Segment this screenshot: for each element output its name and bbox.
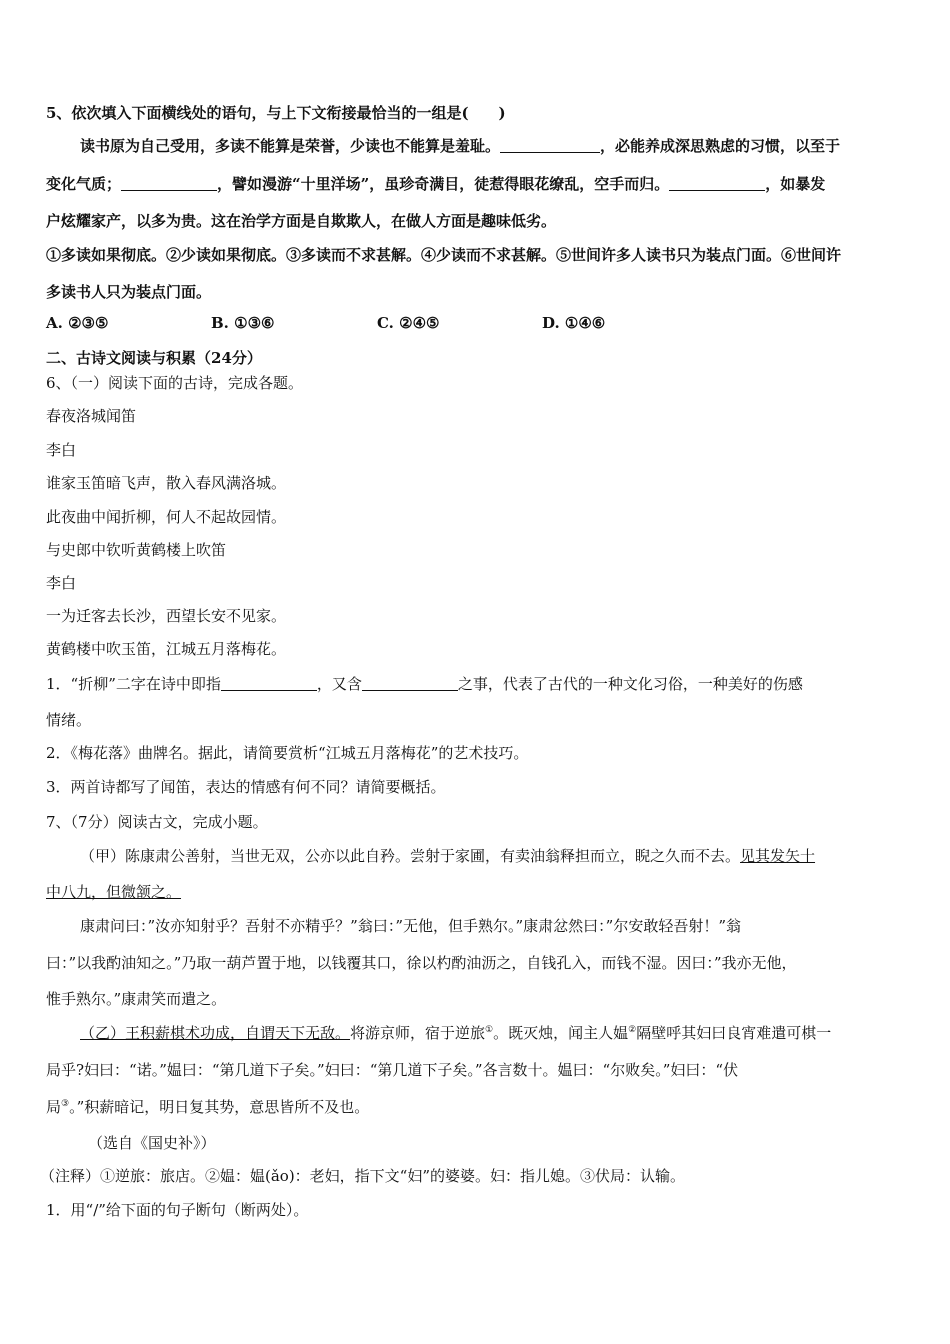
yi-line-1: [80, 1023, 906, 1043]
q6-sub1-cont: 情绪。: [46, 711, 92, 729]
jia-line-1: [80, 846, 906, 866]
jia-line-4: 曰：”以我酌油知之。”乃取一葫芦置于地，以钱覆其口，徐以杓酌油沥之，自钱孔入，而钱不湿。因曰：”我亦无他，: [46, 954, 797, 972]
jia-line-5: 惟手熟尔。”康肃笑而遣之。: [46, 990, 227, 1008]
yi-line-3: [46, 1097, 906, 1117]
blank-2[interactable]: [121, 174, 217, 191]
poem1-line-2: 此夜曲中闻折柳，何人不起故园情。: [46, 508, 287, 526]
yi-line-2: 局乎?妇曰：“诺。”媪曰：“第几道下子矣。”妇曰：“第几道下子矣。”各言数十。媪曰：“尔败矣。”妇曰：“伏: [46, 1061, 739, 1079]
poem2-author: 李白: [46, 574, 77, 592]
poem1-author: 李白: [46, 441, 77, 459]
yi-text: 将游京师，宿于逆旅: [350, 1024, 486, 1042]
jia-underlined: 见其发矢十: [740, 847, 816, 865]
q5-paragraph-line-2: [46, 174, 906, 194]
poem2-line-1: 一为迁客去长沙，西望长安不见家。: [46, 607, 287, 625]
note-mark-3: ③: [61, 1099, 70, 1109]
q5-text: 变化气质；: [46, 175, 122, 193]
q6-sub1-text: 1．“折柳”二字在诗中即指: [46, 675, 221, 693]
q6-sub1-text: 之事，代表了古代的一种文化习俗，一种美好的伤感: [457, 675, 803, 693]
q6-sub1-text: ，又含: [316, 675, 362, 693]
poem2-line-2: 黄鹤楼中吹玉笛，江城五月落梅花。: [46, 640, 287, 658]
q6-stem: 6、（一）阅读下面的古诗，完成各题。: [46, 374, 304, 392]
q5-text: ，譬如漫游“十里洋场”，虽珍奇满目，徒惹得眼花缭乱，空手而归。: [217, 175, 670, 193]
poem2-title: 与史郎中钦听黄鹤楼上吹笛: [46, 541, 227, 559]
jia-line-3: 康肃问曰：”汝亦知射乎？吾射不亦精乎？”翁曰：”无他，但手熟尔。”康肃忿然曰：”尔安敢轻吾射！”翁: [80, 917, 742, 935]
option-b[interactable]: B. ①③⑥: [211, 314, 275, 332]
q5-paragraph-line-1: [80, 136, 906, 156]
note-mark-2: ②: [628, 1025, 637, 1035]
q6-sub3: 3．两首诗都写了闻笛，表达的情感有何不同？请简要概括。: [46, 778, 446, 796]
q7-sub1: 1．用“/”给下面的句子断句（断两处）。: [46, 1201, 309, 1219]
yi-text: 局: [46, 1098, 62, 1116]
option-c[interactable]: C. ②④⑤: [377, 314, 440, 332]
q5-stem: 5、依次填入下面横线处的语句，与上下文衔接最恰当的一组是( ): [46, 104, 506, 122]
yi-text: 。”积薪暗记，明日复其势，意思皆所不及也。: [69, 1098, 370, 1116]
q5-text: ，如暴发: [765, 175, 826, 193]
section-heading: 二、古诗文阅读与积累（24分）: [46, 349, 262, 367]
yi-text: 。既灭烛，闻主人媪: [493, 1024, 629, 1042]
q5-choices-line-1: ①多读如果彻底。②少读如果彻底。③多读而不求甚解。④少读而不求甚解。⑤世间许多人读书只为装点门面。⑥世间许: [46, 246, 842, 264]
jia-line-2: [46, 882, 906, 902]
q5-choices-line-2: 多读书人只为装点门面。: [46, 283, 212, 301]
blank-1[interactable]: [500, 136, 600, 153]
q5-text: 读书原为自己受用，多读不能算是荣誉，少读也不能算是羞耻。: [80, 137, 501, 155]
q5-text: ，必能养成深思熟虑的习惯，以至于: [600, 137, 841, 155]
q7-stem: 7、（7分）阅读古文，完成小题。: [46, 813, 268, 831]
yi-underlined: （乙）王积薪棋术功成，自谓天下无敌。: [80, 1024, 351, 1042]
jia-text: （甲）陈康肃公善射，当世无双，公亦以此自矜。尝射于家圃，有卖油翁释担而立，睨之久而不去。: [80, 847, 741, 865]
q6-sub1: [46, 674, 906, 694]
option-a[interactable]: A. ②③⑤: [46, 314, 109, 332]
poem1-title: 春夜洛城闻笛: [46, 407, 137, 425]
blank-3[interactable]: [669, 174, 765, 191]
poem1-line-1: 谁家玉笛暗飞声，散入春风满洛城。: [46, 474, 287, 492]
note-mark-1: ①: [485, 1025, 494, 1035]
jia-underlined: 中八九，但微颔之。: [46, 883, 182, 901]
blank-5[interactable]: [362, 674, 458, 691]
blank-4[interactable]: [221, 674, 317, 691]
q5-paragraph-line-3: 户炫耀家产，以多为贵。这在治学方面是自欺欺人，在做人方面是趣味低劣。: [46, 212, 557, 230]
yi-text: 隔壁呼其妇曰良宵难遣可棋一: [636, 1024, 832, 1042]
option-d[interactable]: D. ①④⑥: [542, 314, 606, 332]
annotation-note: （注释）①逆旅：旅店。②媪：媪(ǎo)：老妇，指下文“妇”的婆婆。妇：指儿媳。③伏局：认输。: [40, 1167, 686, 1185]
source-citation: （选自《国史补》）: [88, 1134, 216, 1152]
q6-sub2: 2．《梅花落》曲牌名。据此，请简要赏析“江城五月落梅花”的艺术技巧。: [46, 744, 529, 762]
